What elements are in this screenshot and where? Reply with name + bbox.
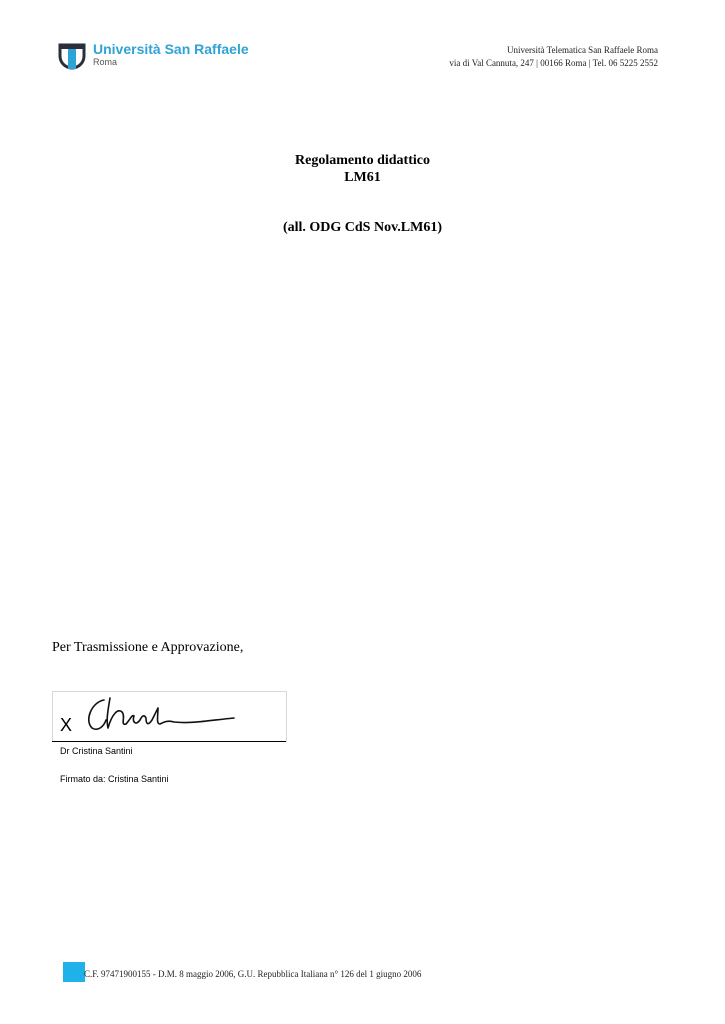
university-logo-icon [57,42,87,72]
signed-by-text: Firmato da: Cristina Santini [60,774,169,784]
document-code: LM61 [344,170,381,185]
institution-name: Università Telematica San Raffaele Roma [507,45,658,55]
logo-subtitle: Roma [93,57,118,67]
handwritten-signature [82,690,242,736]
logo-title: Università San Raffaele [93,41,249,57]
approval-text: Per Trasmissione e Approvazione, [52,640,244,655]
document-title: Regolamento didattico [295,153,430,168]
footer-text: C.F. 97471900155 - D.M. 8 maggio 2006, G.U. Repubblica Italiana n° 126 del 1 giugno 2006 [84,969,422,979]
document-subtitle: (all. ODG CdS Nov.LM61) [282,220,443,235]
institution-header [449,44,658,70]
signature-line [52,741,286,742]
institution-address: via di Val Cannuta, 247 | 00166 Roma | Tel. 06 5225 2552 [449,58,658,68]
signer-name: Dr Cristina Santini [60,746,133,756]
university-logo [57,41,249,72]
signature-mark: X [60,715,73,735]
footer-accent-block [63,962,85,982]
